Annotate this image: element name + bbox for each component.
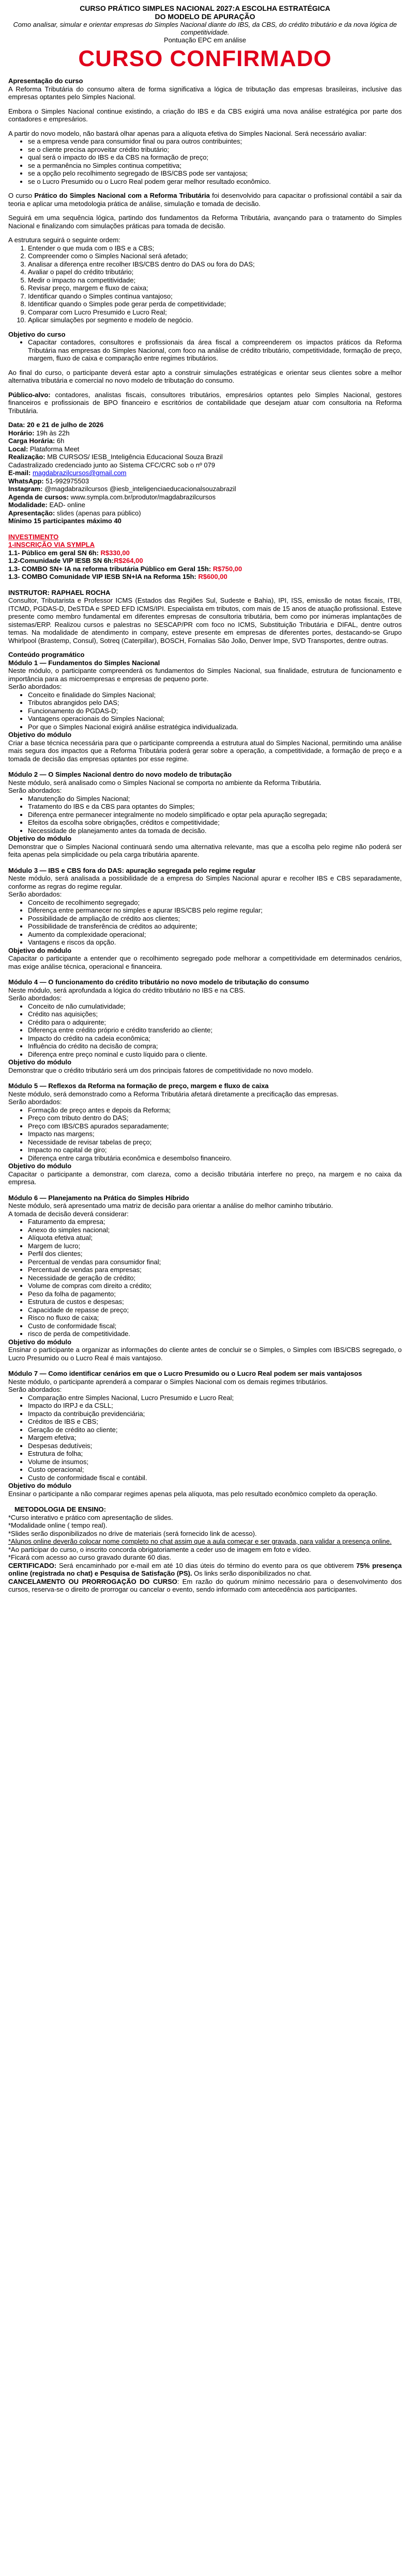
- list-item: • Tributos abrangidos pelo DAS;: [28, 699, 402, 707]
- list-item: • Vantagens e riscos da opção.: [28, 938, 402, 947]
- objective-heading: Objetivo do curso: [8, 330, 66, 338]
- list-item: • qual será o impacto do IBS e da CBS na formação de preço;: [28, 153, 402, 162]
- module-4-lead: Serão abordados:: [8, 994, 62, 1002]
- price-row: [8, 557, 402, 565]
- list-item: • Necessidade de revisar tabelas de preço;: [28, 1138, 402, 1146]
- module-3-bullets: [8, 899, 402, 947]
- list-item: • se o Lucro Presumido ou o Lucro Real podem gerar melhor resultado econômico.: [28, 178, 402, 186]
- list-item: • Formação de preço antes e depois da Reforma;: [28, 1106, 402, 1114]
- list-item: • Preço com IBS/CBS apurados separadamente;: [28, 1122, 402, 1130]
- list-item: • Funcionamento do PGDAS-D;: [28, 707, 402, 715]
- cancellation-text: : Em razão do quórum mínimo necessário para o desenvolvimento dos cursos, reserva-se o direito de prorrogar ou cancelar o evento, sendo informado com antecedência aos participantes.: [8, 1577, 402, 1593]
- list-item: • Impacto nas margens;: [28, 1130, 402, 1138]
- value: www.sympla.com.br/produtor/magdabrazilcursos: [69, 493, 216, 501]
- label: Carga Horária:: [8, 437, 55, 445]
- module-7-objective: Ensinar o participante a não comparar regimes apenas pela alíquota, mas pelo resultado econômico completo da operação.: [8, 1489, 377, 1498]
- list-item: 8. Identificar quando o Simples pode gerar perda de competitividade;: [28, 300, 402, 308]
- module-6-lead: A tomada de decisão deverá considerar:: [8, 1210, 129, 1218]
- list-item: • Faturamento da empresa;: [28, 1218, 402, 1226]
- price-value: R$264,00: [114, 557, 143, 564]
- module-6-bullets: [8, 1218, 402, 1338]
- module-5-lead: Serão abordados:: [8, 1098, 62, 1106]
- module-1-intro: Neste módulo, o participante compreenderá os fundamentos do Simples Nacional, sua finalidade, estrutura de funcionamento e importância para as microempresas e empresas de pequeno porte.: [8, 667, 402, 683]
- list-item: • Manutenção do Simples Nacional;: [28, 795, 402, 803]
- presentation-heading: Apresentação do curso: [8, 77, 83, 85]
- list-item: • Estrutura de custos e despesas;: [28, 1298, 402, 1306]
- methodology-heading: METODOLOGIA DE ENSINO:: [14, 1505, 106, 1513]
- module-1-bullets: [8, 691, 402, 731]
- list-item: 3. Analisar a diferença entre recolher IBS/CBS dentro do DAS ou fora do DAS;: [28, 260, 402, 269]
- investment-sub: 1-INSCRIÇÃO VIA SYMPLA: [8, 541, 95, 548]
- audience-label: Público-alvo:: [8, 390, 51, 399]
- list-item: • Custo de conformidade fiscal e contábil.: [28, 1474, 402, 1482]
- presentation-p3: A partir do novo modelo, não bastará olhar apenas para a alíquota efetiva do Simples Nacional. Será necessário avaliar:: [8, 129, 367, 137]
- audience-text: contadores, analistas fiscais, consultores tributários, empresários optantes pelo Simples Nacional, gestores financeiros e profissionais de BPO financeiro e escritórios de contabilidade que desejam atuar com consultoria na Reforma Tributária.: [8, 390, 402, 415]
- list-item: • risco de perda de competitividade.: [28, 1330, 402, 1338]
- list-item: • Volume de insumos;: [28, 1458, 402, 1466]
- module-6-title: Módulo 6 — Planejamento na Prática do Simples Híbrido: [8, 1193, 189, 1202]
- certificate-after: Os links serão disponibilizados no chat.: [192, 1569, 312, 1577]
- module-1-title: Módulo 1 — Fundamentos do Simples Nacional: [8, 658, 160, 667]
- module-6-intro: Neste módulo, será apresentado uma matriz de decisão para orientar a análise do melhor caminho tributário.: [8, 1202, 333, 1210]
- list-item: 10. Aplicar simulações por segmento e modelo de negócio.: [28, 316, 402, 324]
- label: Realização:: [8, 453, 45, 461]
- module-5-title: Módulo 5 — Reflexos da Reforma na formação de preço, margem e fluxo de caixa: [8, 1082, 269, 1090]
- value: EAD- online: [47, 501, 85, 509]
- module-1-objective-label: Objetivo do módulo: [8, 731, 72, 739]
- price-value: R$750,00: [212, 564, 242, 573]
- list-item: • se o cliente precisa aproveitar crédito tributário;: [28, 146, 402, 154]
- info-instagram: [8, 485, 402, 493]
- list-item: • Capacidade de repasse de preço;: [28, 1306, 402, 1314]
- module-7-intro: Neste módulo, o participante aprenderá a comparar o Simples Nacional com os demais regimes tributários.: [8, 1377, 328, 1386]
- objective-paragraph: Ao final do curso, o participante deverá estar apto a construir simulações estratégicas e orientar seus clientes sobre a melhor alternativa tributária e comercial no novo modelo de tributação do consumo.: [8, 368, 402, 384]
- price-label: 1.2-Comunidade VIP IESB SN 6h:: [8, 557, 114, 564]
- module-4-intro: Neste módulo, será aprofundada a lógica do crédito tributário no IBS e na CBS.: [8, 986, 246, 994]
- module-2-objective-label: Objetivo do módulo: [8, 835, 72, 842]
- course-subtitle: Como analisar, simular e orientar empresas do Simples Nacional diante do IBS, da CBS, do crédito tributário e da nova lógica de competitividade.: [13, 21, 397, 36]
- module-5-objective-label: Objetivo do módulo: [8, 1162, 72, 1170]
- info-date: [8, 421, 402, 429]
- info-accreditation: Cadastralizado credenciado junto ao Sistema CFC/CRC sob o nº 079: [8, 461, 216, 469]
- module-4-objective-label: Objetivo do módulo: [8, 1058, 72, 1066]
- chat-name-rule: *Alunos online deverão colocar nome completo no chat assim que a aula começar e ser gravada, para validar a presença online.: [8, 1537, 392, 1545]
- certificate-requirement: 75% presença online (registrada no chat) e Pesquisa de Satisfação (PS).: [8, 1561, 402, 1577]
- module-7-lead: Serão abordados:: [8, 1386, 62, 1393]
- email-link[interactable]: magdabrazilcursos@gmail.com: [32, 469, 127, 477]
- list-item: • Despesas dedutíveis;: [28, 1442, 402, 1450]
- value: 20 e 21 de julho de 2026: [25, 421, 104, 429]
- price-row: [8, 549, 402, 557]
- methodology-line: *Modalidade online ( tempo real).: [8, 1521, 108, 1529]
- info-presentation: [8, 509, 402, 517]
- list-item: • Margem efetiva;: [28, 1434, 402, 1442]
- course-title-line2: DO MODELO DE APURAÇÃO: [155, 12, 255, 21]
- module-7-title: Módulo 7 — Como identificar cenários em que o Lucro Presumido ou o Lucro Real podem ser mais vantajosos: [8, 1370, 362, 1377]
- spacer: [8, 525, 402, 533]
- certificate-label: CERTIFICADO:: [8, 1561, 57, 1569]
- list-item: 4. Avaliar o papel do crédito tributário;: [28, 268, 402, 276]
- list-item: • Tratamento do IBS e da CBS para optantes do Simples;: [28, 803, 402, 811]
- presentation-p1: A Reforma Tributária do consumo altera de forma significativa a lógica de tributação das empresas brasileiras, inclusive das empresas optantes pelo Simples Nacional.: [8, 85, 402, 101]
- course-title-line1: CURSO PRÁTICO SIMPLES NACIONAL 2027:A ESCOLHA ESTRATÉGICA: [80, 4, 330, 12]
- label: WhatsApp:: [8, 477, 44, 485]
- module-3-lead: Serão abordados:: [8, 890, 62, 898]
- list-item: • Diferença entre preço nominal e custo líquido para o cliente.: [28, 1050, 402, 1059]
- list-item: 5. Medir o impacto na competitividade;: [28, 276, 402, 285]
- list-item: • Conceito e finalidade do Simples Nacional;: [28, 691, 402, 699]
- list-item: • Impacto do IRPJ e da CSLL;: [28, 1402, 402, 1410]
- module-6-objective-label: Objetivo do módulo: [8, 1338, 72, 1346]
- list-item: • Impacto da contribuição previdenciária;: [28, 1410, 402, 1418]
- module-3-objective: Capacitar o participante a entender que o recolhimento segregado pode melhorar a competitividade em determinados cenários, mas exige análise técnica, operacional e financeira.: [8, 954, 402, 970]
- label: Modalidade:: [8, 501, 48, 509]
- value: slides (apenas para público): [55, 509, 141, 517]
- certificate-paragraph: [8, 1562, 402, 1578]
- info-time: [8, 429, 402, 437]
- value: 51-992975503: [43, 477, 89, 485]
- presentation-p6: A estrutura seguirá o seguinte ordem:: [8, 236, 120, 244]
- price-row: [8, 573, 402, 581]
- module-1-objective: Criar a base técnica necessária para que o participante compreenda a estrutura atual do Simples Nacional, permitindo uma análise mais segura dos impactos que a Reforma Tributária poderá gerar sobre a operação, a competitividade, a formação de preço e a tomada de decisão das empresas optantes por esse regime.: [8, 739, 402, 763]
- module-2-objective: Demonstrar que o Simples Nacional continuará sendo uma alternativa relevante, mas que a escolha pelo regime não poderá ser feita apenas pela simplicidade ou pela carga tributária aparente.: [8, 842, 402, 858]
- price-label: 1.3- COMBO SN+ IA na reforma tributária Público em Geral 15h:: [8, 564, 213, 573]
- spacer: [8, 1074, 402, 1082]
- value: 19h às 22h: [34, 429, 70, 437]
- module-3-title: Módulo 3 — IBS e CBS fora do DAS: apuração segregada pelo regime regular: [8, 866, 256, 874]
- instructor-label: INSTRUTOR: RAPHAEL ROCHA: [8, 588, 111, 596]
- list-item: • Aumento da complexidade operacional;: [28, 931, 402, 939]
- course-points: Pontuação EPC em análise: [164, 36, 246, 44]
- spacer: [8, 763, 402, 771]
- module-4-bullets: [8, 1002, 402, 1059]
- cancellation-label: CANCELAMENTO OU PRORROGAÇÃO DO CURSO: [8, 1577, 177, 1585]
- value: @magdabrazilcursos @iesb_inteligenciaeducacionalsouzabrazil: [42, 485, 236, 493]
- label: Instagram:: [8, 485, 43, 493]
- list-item: 1. Entender o que muda com o IBS e a CBS;: [28, 244, 402, 253]
- p4-course-name: Prático do Simples Nacional com a Reforma Tributária: [34, 192, 210, 199]
- module-2-lead: Serão abordados:: [8, 787, 62, 794]
- price-value: R$600,00: [198, 573, 227, 580]
- list-item: • Anexo do simples nacional;: [28, 1226, 402, 1234]
- list-item: • Conceito de recolhimento segregado;: [28, 899, 402, 907]
- list-item: • Crédito nas aquisições;: [28, 1010, 402, 1018]
- value: 6h: [55, 437, 65, 445]
- instructor-bio: Consultor, Tributarista e Professor ICMS (Estados das Regiões Sul, Sudeste e Bahia), IPI, ISS, emissão de notas fiscais, ITBI, ITCMD, PGDAS-D, DeSTDA e SPED EFD ICMS/IPI. Especialista em tributos, com mais de 15 anos de atuação profissional. Esteve presente como membro fundamental em diferentes empresas de consultoria tributária, bem como por inúmeras implantações de sistemas/ERP. Realizou cursos e palestras no SESCAP/PR com foco no ICMS, Substituição Tributária e DIFAL, dentre outros temas. Na modalidade de atendimento in company, esteve presente em empresas de diferentes portes, destacando-se Grupo Whirlpool (Brastemp, Consul), Sotreq (Caterpillar), BOSCH, Fornalias São João, Denver Impe, SVD Transportes, dentre outras.: [8, 596, 402, 645]
- list-item: • Crédito para o adquirente;: [28, 1018, 402, 1027]
- list-item: • Percentual de vendas para consumidor final;: [28, 1258, 402, 1266]
- methodology-line: *Slides serão disponibilizados no drive de materiais (será fornecido link de acesso).: [8, 1529, 257, 1537]
- spacer: [8, 859, 402, 867]
- module-7-objective-label: Objetivo do módulo: [8, 1482, 72, 1489]
- spacer: [8, 1498, 402, 1505]
- price-value: R$330,00: [100, 548, 130, 557]
- list-item: • Diferença entre permanecer integralmente no modelo simplificado e optar pela apuração segregada;: [28, 811, 402, 819]
- list-item: • Por que o Simples Nacional exigirá análise estratégica individualizada.: [28, 723, 402, 731]
- list-item: • Necessidade de planejamento antes da tomada de decisão.: [28, 827, 402, 835]
- methodology-line: *Curso interativo e prático com apresentação de slides.: [8, 1513, 173, 1521]
- module-5-objective: Capacitar o participante a demonstrar, com clareza, como a decisão tributária interfere no preço, na margem e no caixa da empresa.: [8, 1170, 402, 1186]
- list-item: • Custo de conformidade fiscal;: [28, 1322, 402, 1330]
- list-item: • Percentual de vendas para empresas;: [28, 1266, 402, 1274]
- investment-heading: INVESTIMENTO: [8, 532, 59, 541]
- value: MB CURSOS/ IESB_Inteligência Educacional Souza Brazil: [45, 453, 223, 461]
- list-item: • Influência do crédito na decisão de compra;: [28, 1042, 402, 1050]
- program-heading: Conteúdo programático: [8, 651, 85, 658]
- list-item: 2. Compreender como o Simples Nacional será afetado;: [28, 252, 402, 260]
- list-item: • Diferença entre crédito próprio e crédito transferido ao cliente;: [28, 1026, 402, 1034]
- list-item: • Possibilidade de ampliação de crédito aos clientes;: [28, 915, 402, 923]
- spacer: [8, 970, 402, 978]
- certificate-text: Será encaminhado por e-mail em até 10 dias úteis do término do evento para os que obtiverem: [56, 1561, 356, 1569]
- list-item: • Risco no fluxo de caixa;: [28, 1314, 402, 1322]
- list-item: • se a permanência no Simples continua competitiva;: [28, 162, 402, 170]
- spacer: [8, 1186, 402, 1194]
- info-organizer: [8, 453, 402, 461]
- info-location: [8, 445, 402, 453]
- course-info: [8, 421, 402, 525]
- label: Agenda de cursos:: [8, 493, 69, 501]
- module-2-title: Módulo 2 — O Simples Nacional dentro do novo modelo de tributação: [8, 771, 232, 778]
- list-item: • Margem de lucro;: [28, 1242, 402, 1250]
- list-item: • Créditos de IBS e CBS;: [28, 1418, 402, 1426]
- module-5-bullets: [8, 1106, 402, 1163]
- info-email: [8, 469, 402, 477]
- list-item: 7. Identificar quando o Simples continua vantajoso;: [28, 292, 402, 301]
- list-item: • Impacto do crédito na cadeia econômica;: [28, 1034, 402, 1043]
- info-whatsapp: [8, 477, 402, 485]
- list-item: • Alíquota efetiva atual;: [28, 1234, 402, 1242]
- label: Data:: [8, 421, 25, 429]
- list-item: • Diferença entre carga tributária econômica e desembolso financeiro.: [28, 1154, 402, 1163]
- label: Local:: [8, 445, 28, 453]
- info-workload: [8, 437, 402, 445]
- list-item: • se a opção pelo recolhimento segregado de IBS/CBS pode ser vantajosa;: [28, 169, 402, 178]
- module-2-intro: Neste módulo, será analisado como o Simples Nacional se comporta no ambiente da Reforma Tributária.: [8, 778, 322, 787]
- list-item: • Volume de compras com direito a crédito;: [28, 1282, 402, 1290]
- module-2-bullets: [8, 795, 402, 835]
- presentation-bullets: [8, 137, 402, 185]
- confirmed-banner: CURSO CONFIRMADO: [78, 46, 332, 71]
- list-item: • Conceito de não cumulatividade;: [28, 1002, 402, 1011]
- list-item: • Comparação entre Simples Nacional, Lucro Presumido e Lucro Real;: [28, 1394, 402, 1402]
- list-item: • Preço com tributo dentro do DAS;: [28, 1114, 402, 1122]
- price-label: 1.3- COMBO Comunidade VIP IESB SN+IA na Reforma 15h:: [8, 573, 199, 580]
- list-item: • Efeitos da escolha sobre obrigações, créditos e competitividade;: [28, 819, 402, 827]
- module-7-bullets: [8, 1394, 402, 1482]
- label: Horário:: [8, 429, 35, 437]
- presentation-p4: [8, 192, 402, 208]
- list-item: • Impacto no capital de giro;: [28, 1146, 402, 1154]
- methodology-line: [8, 1537, 402, 1546]
- module-3-intro: Neste módulo, será analisada a possibilidade de a empresa do Simples Nacional apurar e recolher IBS e CBS separadamente, conforme as regras do regime regular.: [8, 874, 402, 890]
- list-item: • Peso da folha de pagamento;: [28, 1290, 402, 1298]
- p4-before: O curso: [8, 192, 35, 199]
- audience-paragraph: [8, 391, 402, 415]
- methodology-line: *Ficará com acesso ao curso gravado durante 60 dias.: [8, 1553, 172, 1561]
- module-6-objective: Ensinar o participante a organizar as informações do cliente antes de concluir se o Simples, o Simples com IBS/CBS segregado, o Lucro Presumido ou o Lucro Real é mais vantajoso.: [8, 1346, 402, 1362]
- price-row: [8, 565, 402, 573]
- info-min-max: Mínimo 15 participantes máximo 40: [8, 517, 122, 525]
- cancellation-paragraph: [8, 1578, 402, 1594]
- list-item: • Custo operacional;: [28, 1466, 402, 1474]
- list-item: • se a empresa vende para consumidor final ou para outros contribuintes;: [28, 137, 402, 146]
- structure-order-list: [8, 244, 402, 324]
- list-item: • Necessidade de geração de crédito;: [28, 1274, 402, 1282]
- value: Plataforma Meet: [28, 445, 80, 453]
- objective-bullets: [8, 338, 402, 363]
- list-item: • Diferença entre permanecer no simples e apurar IBS/CBS pelo regime regular;: [28, 906, 402, 915]
- list-item: 9. Comparar com Lucro Presumido e Lucro Real;: [28, 308, 402, 317]
- list-item: • Perfil dos clientes;: [28, 1250, 402, 1258]
- methodology-line: *Ao participar do curso, o inscrito concorda obrigatoriamente a ceder uso de imagem em foto e vídeo.: [8, 1545, 311, 1553]
- label: Apresentação:: [8, 509, 55, 517]
- list-item: • Capacitar contadores, consultores e profissionais da área fiscal a compreenderem os impactos práticos da Reforma Tributária nas empresas do Simples Nacional, com foco na análise de crédito tributário, competitividade, formação de preço, margem, fluxo de caixa e comparação entre regimes tributários.: [28, 338, 402, 363]
- p4-after: foi desenvolvido para capacitar o profissional contábil a sair da teoria e aplicar uma metodologia prática de análise, simulação e tomada de decisão.: [8, 192, 402, 208]
- module-4-objective: Demonstrar que o crédito tributário será um dos principais fatores de competitividade no novo modelo.: [8, 1066, 313, 1074]
- info-modality: [8, 501, 402, 509]
- list-item: • Geração de crédito ao cliente;: [28, 1426, 402, 1434]
- list-item: • Possibilidade de transferência de créditos ao adquirente;: [28, 922, 402, 931]
- list-item: • Vantagens operacionais do Simples Nacional;: [28, 715, 402, 723]
- list-item: • Estrutura de folha;: [28, 1450, 402, 1458]
- price-label: 1.1- Público em geral SN 6h:: [8, 548, 101, 557]
- presentation-p2: Embora o Simples Nacional continue existindo, a criação do IBS e da CBS exigirá uma nova análise estratégica por parte dos contadores e empresários.: [8, 107, 402, 123]
- module-5-intro: Neste módulo, será demonstrado como a Reforma Tributária afetará diretamente a precificação das empresas.: [8, 1090, 339, 1098]
- module-3-objective-label: Objetivo do módulo: [8, 946, 72, 954]
- module-4-title: Módulo 4 — O funcionamento do crédito tributário no novo modelo de tributação do consumo: [8, 978, 309, 986]
- info-agenda: [8, 493, 402, 501]
- presentation-p5: Seguirá em uma sequência lógica, partindo dos fundamentos da Reforma Tributária, avançando para o tratamento do Simples Nacional e finalizando com simulações práticas para tomada de decisão.: [8, 214, 402, 230]
- module-1-lead: Serão abordados:: [8, 683, 62, 690]
- spacer: [8, 581, 402, 589]
- list-item: 6. Revisar preço, margem e fluxo de caixa;: [28, 284, 402, 292]
- investment-section: [8, 533, 402, 581]
- spacer: [8, 1362, 402, 1370]
- label: E-mail:: [8, 469, 31, 477]
